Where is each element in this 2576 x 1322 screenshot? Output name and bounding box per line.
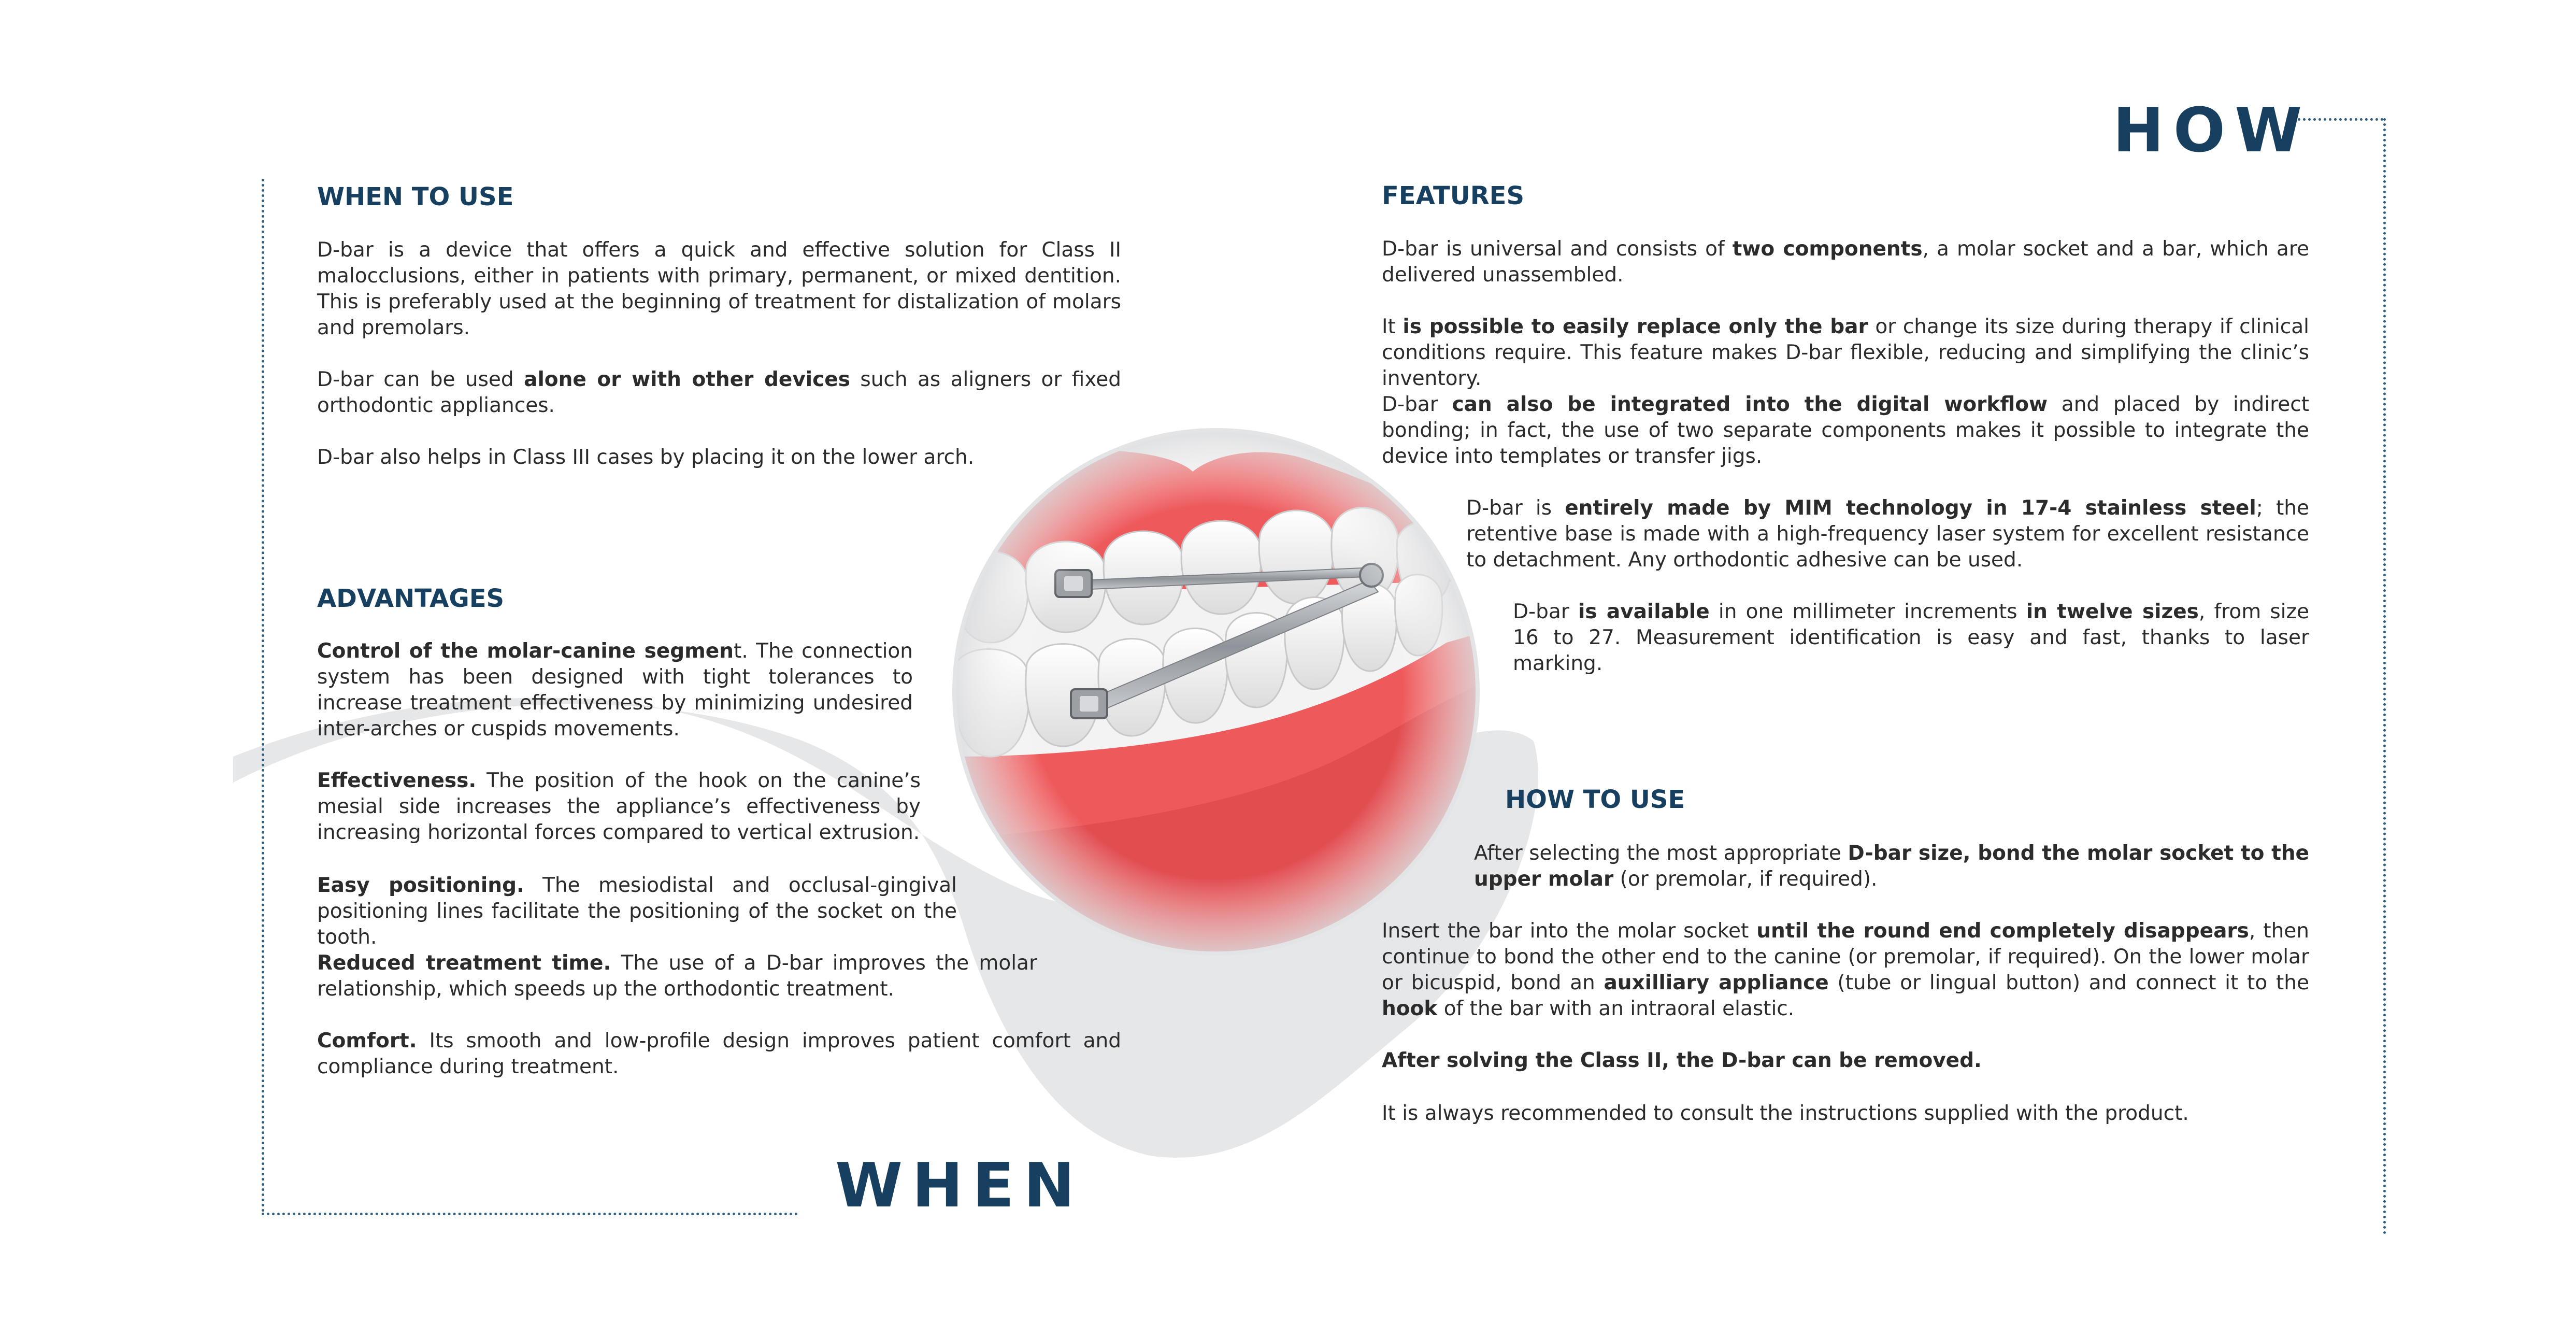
text-span: After selecting the most appropriate [1474,842,1848,865]
text-span: D-bar can be used [317,368,524,391]
when-to-use-paragraph: D-bar is a device that offers a quick and effective solution for Class II malocclusions, either in patients with primary, permanent, or mixed dentition. This is preferably used at the beginning of treatment for distalization of molars and premolars. [317,238,1121,339]
bold-span: Easy positioning. [317,874,524,897]
text-span: D-bar [1382,393,1452,416]
advantages-heading: ADVANTAGES [317,584,505,613]
advantage-item [317,950,1037,1002]
text-span: It [1382,315,1403,338]
how-to-use-heading: HOW TO USE [1505,785,1685,814]
text-span: D-bar [1513,600,1578,623]
text-span: , then continue to bond the other end to the canine (or premolar, if required). On the lower molar or bicuspid, bond an [1382,919,2310,994]
bold-span: entirely made by MIM technology in 17-4 stainless steel [1565,496,2256,520]
bold-span: hook [1382,997,1438,1020]
text-span: , a molar socket and a bar, which are delivered unassembled. [1382,237,2309,287]
text-span: D-bar is [1466,496,1565,520]
advantage-item [317,638,913,742]
bold-span: can also be integrated into the digital workflow [1452,393,2048,416]
text-span: Its smooth and low-profile design improves patient comfort and compliance during treatment. [317,1029,1121,1078]
text-span: or change its size during therapy if clinical conditions require. This feature makes D-bar flexible, reducing and simplifying the clinic’s inventory. [1382,315,2309,390]
teeth-with-dbar-icon [949,425,1483,959]
text-span: in one millimeter increments [1709,600,2026,623]
feature-item [1513,599,2309,677]
text-span: and placed by indirect bonding; in fact, the use of two separate components makes it possible to integrate the device into templates or transfer jigs. [1382,393,2309,468]
advantage-item [317,873,957,950]
teeth-illustration [949,425,1483,961]
feature-item [1382,314,2309,392]
text-span: The mesiodistal and occlusal-gingival positioning lines facilitate the positioning of the socket on the tooth. [317,874,957,949]
bold-span: alone or with other devices [524,368,850,391]
when-title: WHEN [835,1149,1084,1221]
bold-span: in twelve sizes [2026,600,2199,623]
bold-span: until the round end completely disappears [1756,919,2249,943]
how-to-use-note: It is always recommended to consult the instructions supplied with the product. [1382,1102,2189,1125]
how-to-use-item [1474,841,2309,892]
bold-span: is available [1578,600,1710,623]
text-span: , from size 16 to 27. Measurement identification is easy and fast, thanks to laser marking. [1513,600,2309,675]
when-to-use-paragraph [317,367,1121,419]
text-span: ; the retentive base is made with a high-frequency laser system for excellent resistance to detachment. Any orthodontic adhesive can be used. [1466,496,2309,572]
frame-right-vertical [2383,118,2386,1235]
text-span: (tube or lingual button) and connect it to the [1828,971,2309,994]
how-to-use-item [1382,918,2309,1022]
feature-item [1466,495,2309,573]
text-span: of the bar with an intraoral elastic. [1437,997,1795,1020]
text-span: t. The connection system has been designed with tight tolerances to increase treatment effectiveness by minimizing undesired inter-arches or cuspids movements. [317,639,913,741]
text-span: (or premolar, if required). [1613,868,1878,891]
bold-span: auxilliary appliance [1604,971,1829,994]
advantage-item [317,768,921,846]
features-heading: FEATURES [1382,181,1525,210]
bold-span: Reduced treatment time. [317,951,611,975]
bold-span: two components [1732,237,1923,261]
advantage-item [317,1028,1121,1080]
feature-item [1382,236,2309,288]
bold-span: Effectiveness. [317,769,477,792]
bold-span: D-bar size, bond the molar socket to the upper molar [1474,842,2309,891]
bold-span: Control of the molar-canine segmen [317,639,734,663]
text-span: D-bar is universal and consists of [1382,237,1733,261]
text-span: Insert the bar into the molar socket [1382,919,1757,943]
text-span: The use of a D-bar improves the molar relationship, which speeds up the orthodontic treatment. [317,951,1037,1001]
feature-item [1382,392,2309,470]
how-title: HOW [2113,94,2312,166]
frame-left-horizontal [262,1213,798,1215]
frame-left-vertical [262,179,264,1213]
text-span: The position of the hook on the canine’s mesial side increases the appliance’s effectiveness by increasing horizontal forces compared to vertical extrusion. [317,769,921,844]
when-to-use-section [317,237,1121,496]
how-to-use-conclusion: After solving the Class II, the D-bar can be removed. [1382,1049,1982,1072]
text-span: such as aligners or fixed orthodontic appliances. [317,368,1121,417]
when-to-use-heading: WHEN TO USE [317,182,514,211]
bold-span: is possible to easily replace only the bar [1403,315,1868,338]
bold-span: Comfort. [317,1029,417,1053]
when-to-use-paragraph: D-bar also helps in Class III cases by placing it on the lower arch. [317,446,975,469]
